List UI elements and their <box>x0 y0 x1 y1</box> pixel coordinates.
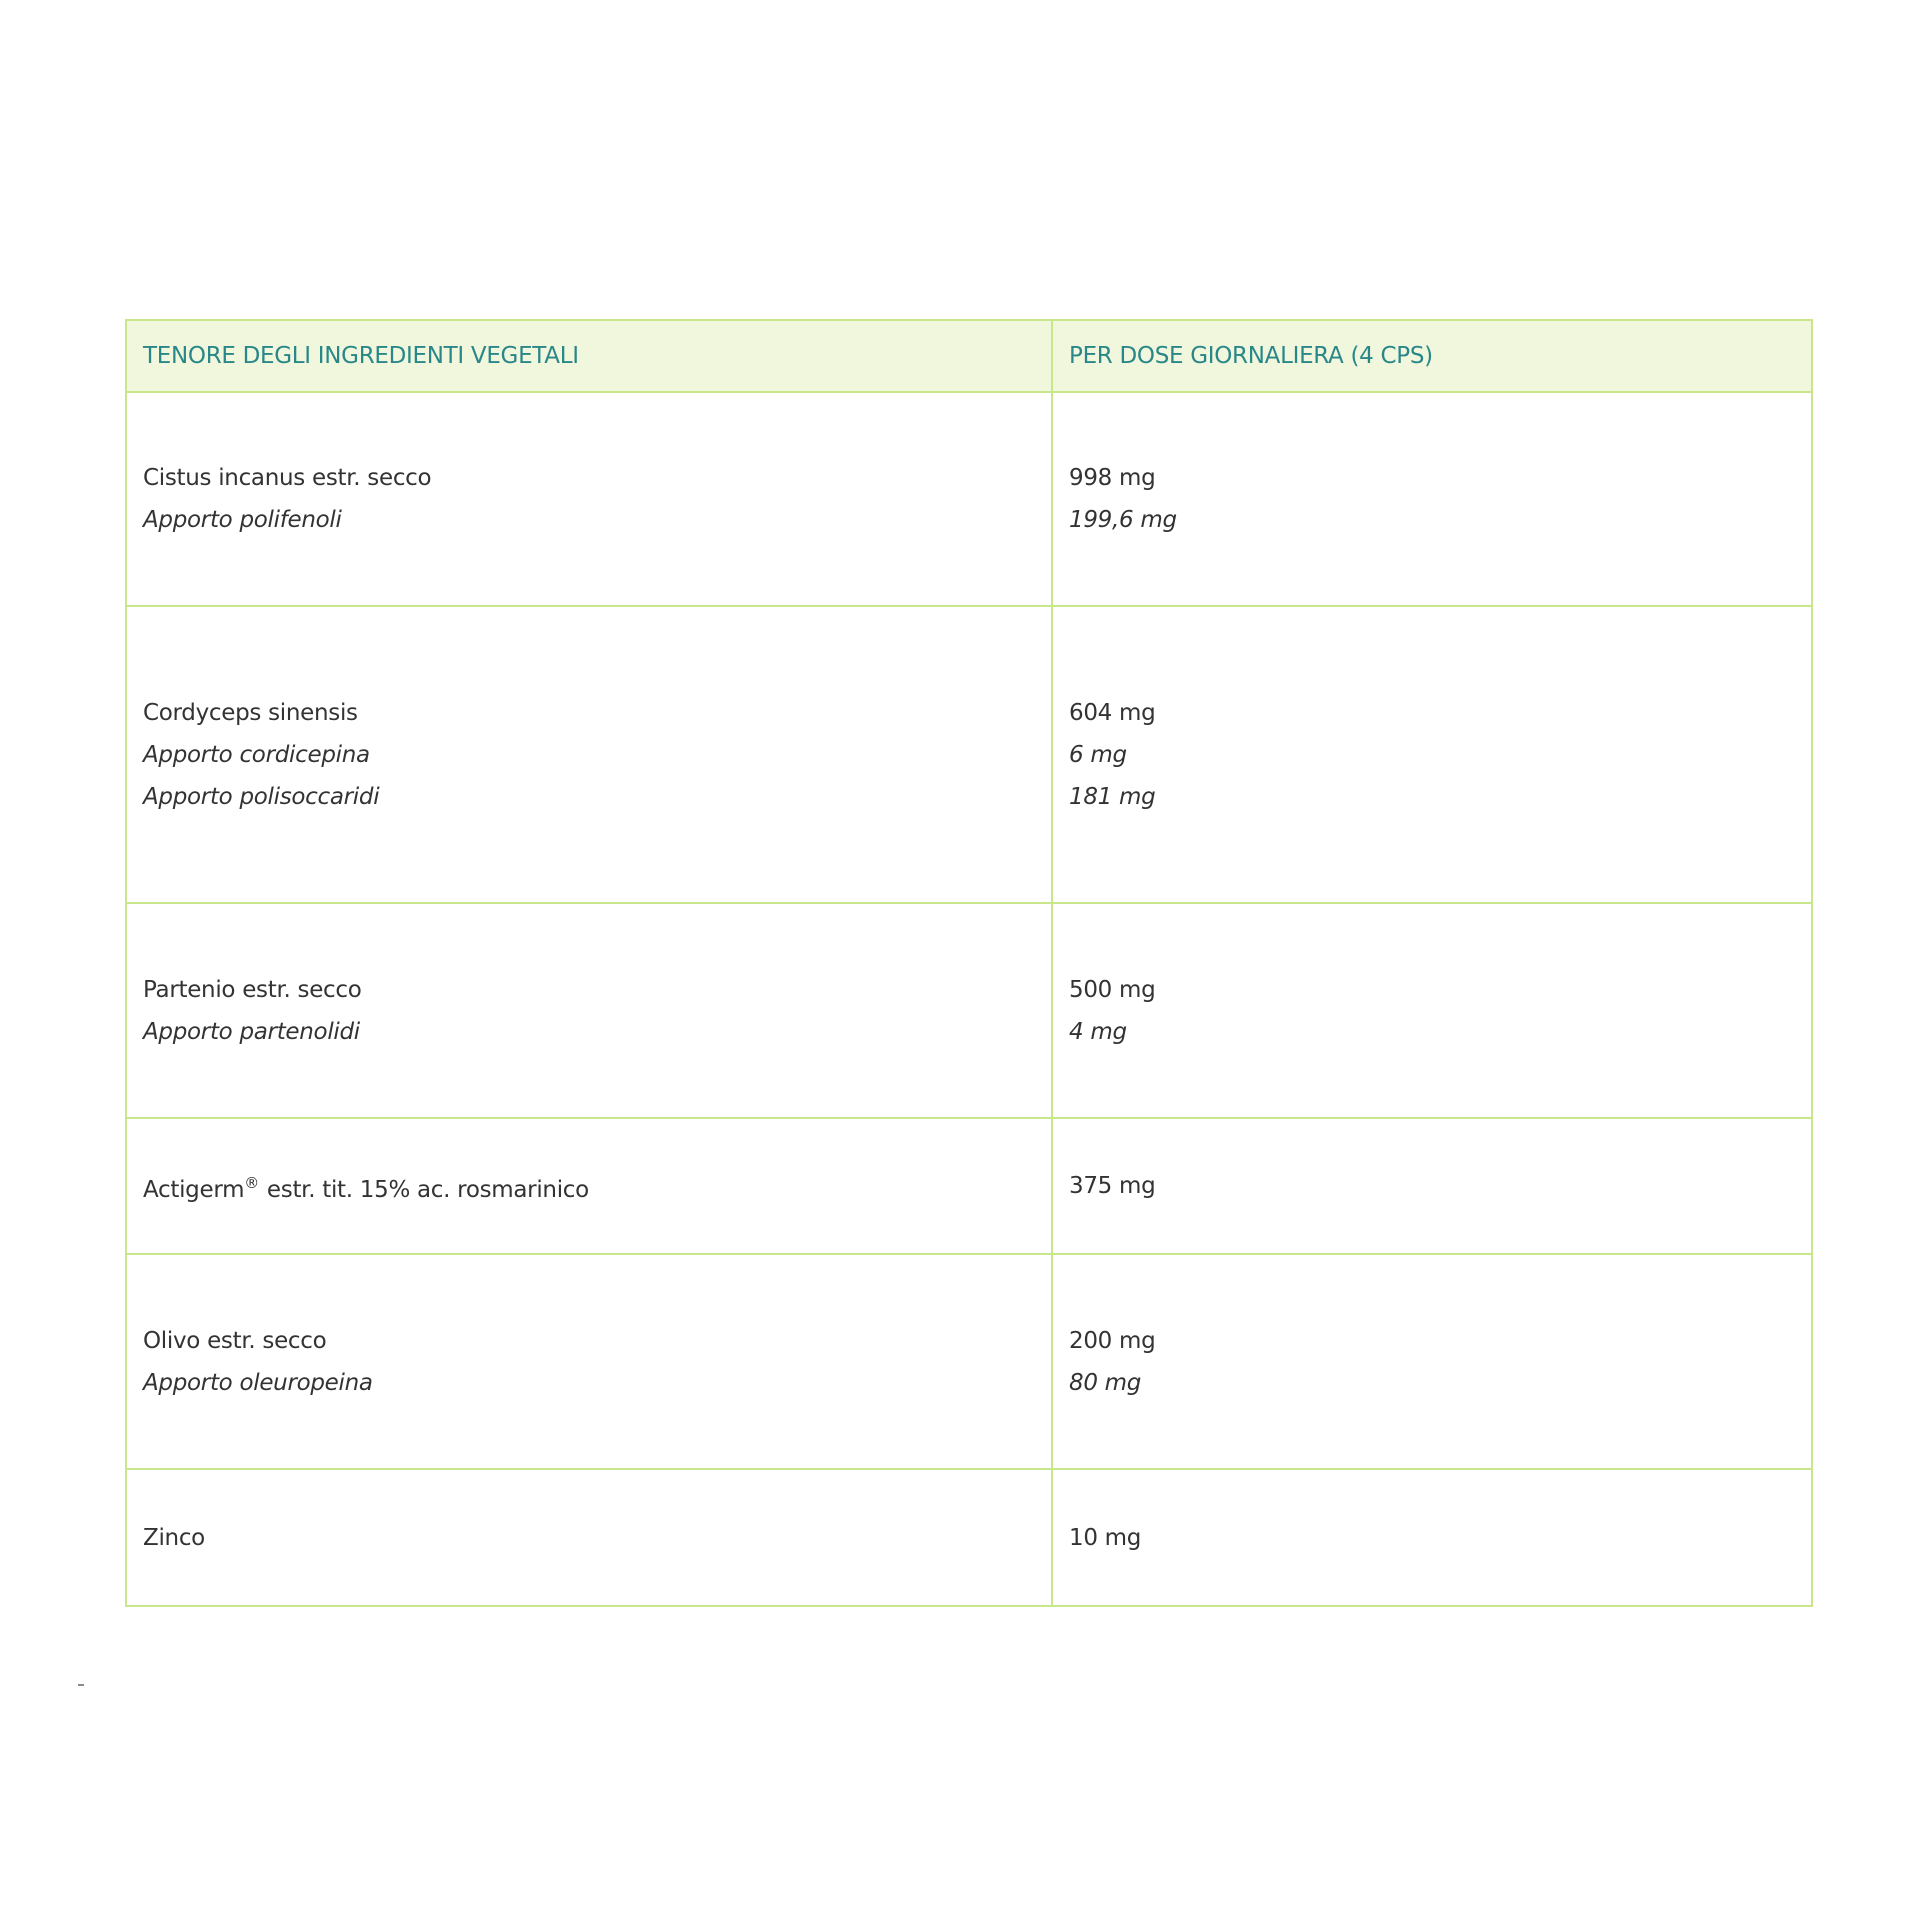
ingredient-name: Olivo estr. secco <box>143 1327 327 1354</box>
ingredient-sub: Apporto cordicepina <box>143 741 370 768</box>
table-row <box>126 1469 1812 1606</box>
amount-value: 200 mg <box>1069 1327 1156 1354</box>
amount-cell <box>1052 606 1812 903</box>
registered-mark: ® <box>244 1173 259 1192</box>
amount-cell <box>1052 1254 1812 1469</box>
header-daily-dose: PER DOSE GIORNALIERA (4 CPS) <box>1052 320 1812 392</box>
table-row <box>126 1118 1812 1254</box>
amount-sub: 4 mg <box>1069 1018 1127 1045</box>
ingredient-sub: Apporto oleuropeina <box>143 1369 373 1396</box>
amount-sub: 199,6 mg <box>1069 507 1177 533</box>
ingredients-table <box>125 319 1813 1607</box>
ingredient-cell <box>126 903 1052 1118</box>
ingredient-sub: Apporto polisoccaridi <box>143 783 380 810</box>
ingredient-sub: Apporto partenolidi <box>143 1018 360 1045</box>
amount-cell <box>1052 903 1812 1118</box>
ingredient-cell <box>126 1254 1052 1469</box>
amount-value: 500 mg <box>1069 976 1156 1003</box>
ingredient-name: Partenio estr. secco <box>143 976 362 1003</box>
ingredient-name: Zinco <box>143 1524 205 1551</box>
amount-cell <box>1052 392 1812 606</box>
ingredient-cell <box>126 392 1052 606</box>
table-row <box>126 903 1812 1118</box>
amount-value: 604 mg <box>1069 699 1156 726</box>
amount-sub: 6 mg <box>1069 741 1127 768</box>
table-header-row <box>126 320 1812 392</box>
stray-mark <box>78 1684 84 1686</box>
ingredient-cell <box>126 606 1052 903</box>
amount-sub: 80 mg <box>1069 1369 1142 1396</box>
amount-cell <box>1052 1118 1812 1254</box>
amount-value: 998 mg <box>1069 465 1156 491</box>
table-row <box>126 606 1812 903</box>
amount-value: 10 mg <box>1069 1524 1142 1551</box>
ingredient-name: Cordyceps sinensis <box>143 699 358 726</box>
ingredient-name: Cistus incanus estr. secco <box>143 465 432 491</box>
ingredient-sub: Apporto polifenoli <box>143 507 342 533</box>
amount-cell <box>1052 1469 1812 1606</box>
ingredient-name <box>143 1162 1035 1211</box>
amount-value: 375 mg <box>1069 1173 1156 1199</box>
ingredient-cell <box>126 1118 1052 1254</box>
table-row <box>126 1254 1812 1469</box>
ingredient-cell <box>126 1469 1052 1606</box>
amount-sub: 181 mg <box>1069 783 1156 810</box>
ingredient-brand: Actigerm <box>143 1176 245 1203</box>
header-ingredients: TENORE DEGLI INGREDIENTI VEGETALI <box>126 320 1052 392</box>
table-row <box>126 392 1812 606</box>
ingredient-detail: estr. tit. 15% ac. rosmarinico <box>266 1176 589 1203</box>
